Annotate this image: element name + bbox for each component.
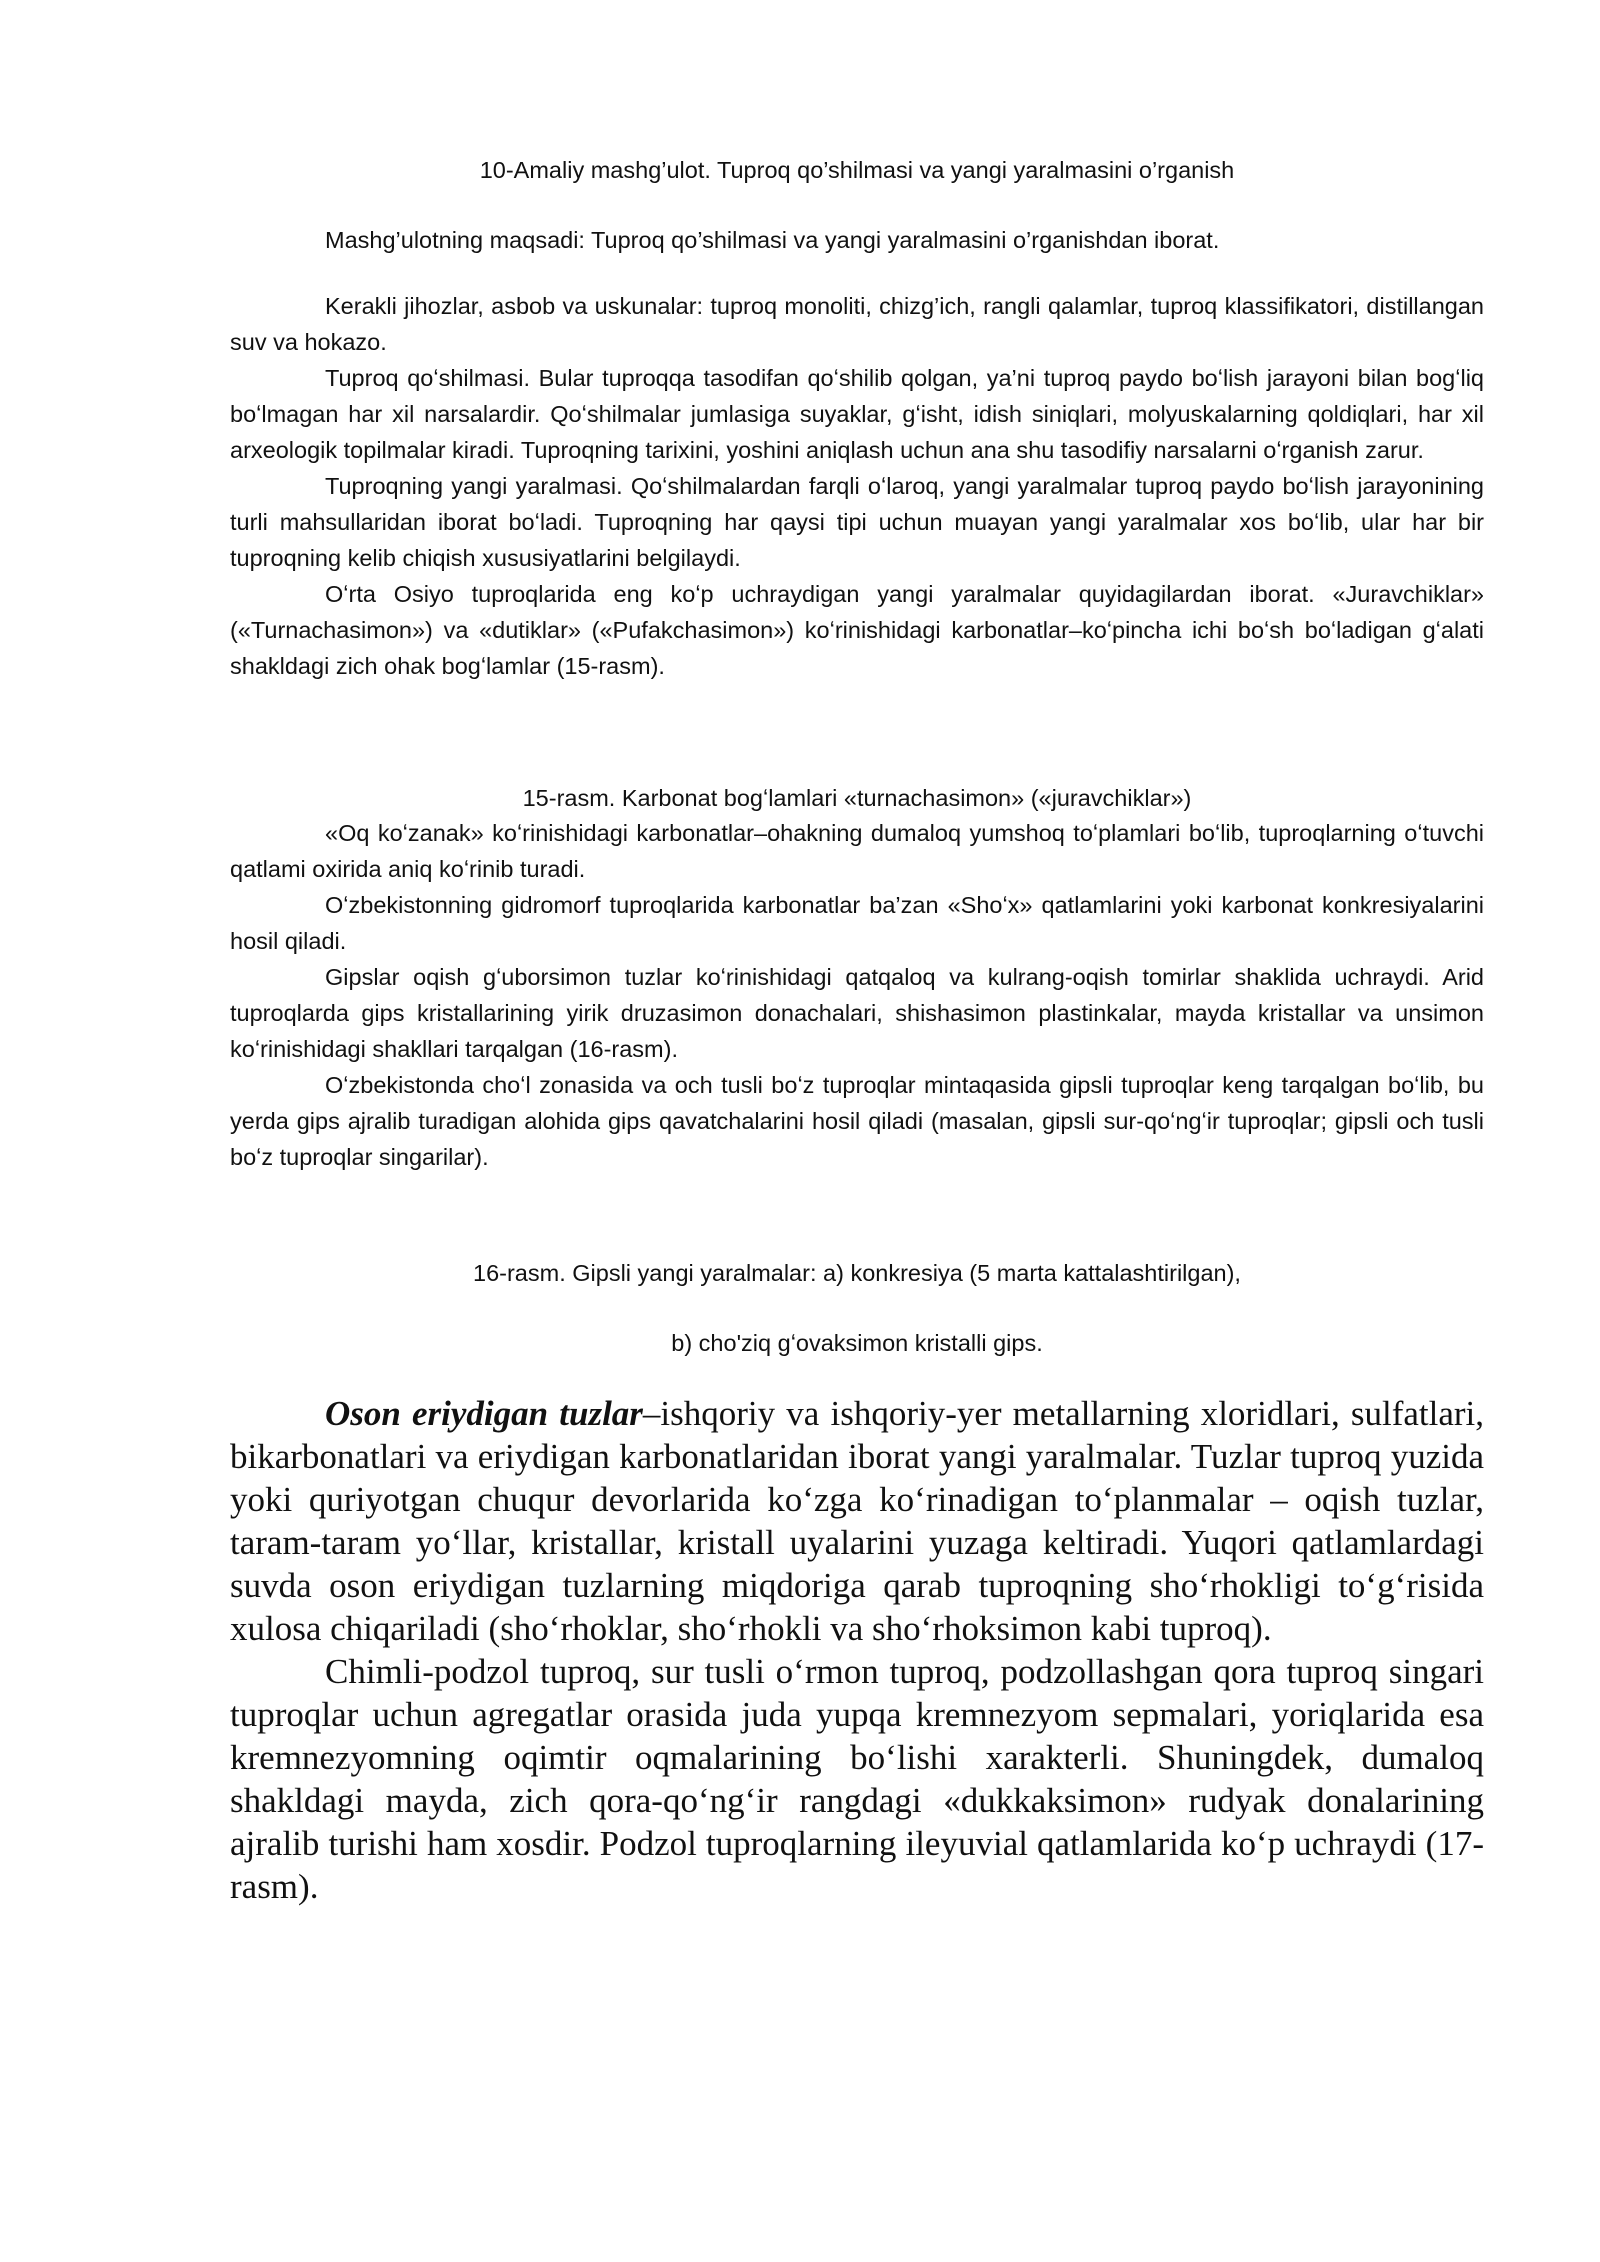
salts-section [230,1392,1484,1908]
equipment-paragraph: Kerakli jihozlar, asbob va uskunalar: tuproq monoliti, chizg’ich, rangli qalamlar, tuproq klassifikatori, distillangan suv va hokazo. [230,293,1484,355]
white-eye-paragraph: «Oq koʻzanak» koʻrinishidagi karbonatlar–ohakning dumaloq yumshoq toʻplamlari boʻlib, tuproqlarning oʻtuvchi qatlami oxirida aniq koʻrinib turadi. [230,820,1484,882]
figure-16-caption-b: b) cho'ziq gʻovaksimon kristalli gips. [671,1330,1043,1356]
lesson-goal: Mashg’ulotning maqsadi: Tuproq qo’shilmasi va yangi yaralmasini o’rganishdan iborat. [325,227,1220,253]
page-title: 10-Amaliy mashg’ulot. Tuproq qo’shilmasi va yangi yaralmasini o’rganish [479,157,1235,183]
figure-15-caption: 15-rasm. Karbonat bogʻlamlari «turnachasimon» («juravchiklar») [522,785,1192,811]
gypsum-paragraph: Gipslar oqish gʻuborsimon tuzlar koʻrinishidagi qatqaloq va kulrang-oqish tomirlar shaklida uchraydi. Arid tuproqlarda gips kristallarining yirik druzasimon donachalari, shishasimon plastinkalar, mayda kristallar va unsimon koʻrinishidagi shakllari tarqalgan (16-rasm). [230,964,1484,1062]
figure-16-caption-a: 16-rasm. Gipsli yangi yaralmalar: a) konkresiya (5 marta kattalashtirilgan), [473,1260,1241,1286]
inclusions-paragraph: Tuproq qoʻshilmasi. Bular tuproqqa tasodifan qoʻshilib qolgan, ya’ni tuproq paydo boʻlish jarayoni bilan bogʻliq boʻlmagan har xil narsalardir. Qoʻshilmalar jumlasiga suyaklar, gʻisht, idish siniqlari, molyuskalarning qoldiqlari, har xil arxeologik topilmalar kiradi. Tuproqning tarixini, yoshini aniqlash uchun ana shu tasodifiy narsalarni oʻrganish zarur. [230,365,1484,463]
desert-paragraph: Oʻzbekistonda choʻl zonasida va och tusli boʻz tuproqlar mintaqasida gipsli tuproqlar keng tarqalgan boʻlib, bu yerda gips ajralib turadigan alohida gips qavatchalarini hosil qiladi (masalan, gipsli sur-qoʻngʻir tuproqlar; gipsli och tusli boʻz tuproqlar singarilar). [230,1072,1484,1170]
hydromorphic-paragraph: Oʻzbekistonning gidromorf tuproqlarida karbonatlar ba’zan «Shoʻx» qatlamlarini yoki karbonat konkresiyalarini hosil qiladi. [230,892,1484,954]
neoformations-paragraph: Tuproqning yangi yaralmasi. Qoʻshilmalardan farqli oʻlaroq, yangi yaralmalar tuproq paydo boʻlish jarayonining turli mahsullaridan iborat boʻladi. Tuproqning har qaysi tipi uchun muayan yangi yaralmalar xos boʻlib, ular har bir tuproqning kelib chiqish xususiyatlarini belgilaydi. [230,473,1484,571]
salts-paragraph [230,1392,1484,1650]
salts-text: –ishqoriy va ishqoriy-yer metallarning xloridlari, sulfatlari, bikarbonatlari va eriydigan karbonatlaridan iborat yangi yaralmalar. Tuzlar tuproq yuzida yoki quriyotgan chuqur devorlarida koʻzga koʻrinadigan toʻplanmalar – oqish tuzlar, taram-taram yoʻllar, kristallar, kristall uyalarini yuzaga keltiradi. Yuqori qatlamlardagi suvda oson eriydigan tuzlarning miqdoriga qarab tuproqning shoʻrhokligi toʻgʻrisida xulosa chiqariladi (shoʻrhoklar, shoʻrhokli va shoʻrhoksimon kabi tuproq). [230,1394,1484,1648]
carbonates-section [230,815,1484,1175]
intro-section [230,288,1484,684]
central-asia-paragraph: Oʻrta Osiyo tuproqlarida eng koʻp uchraydigan yangi yaralmalar quyidagilardan iborat. «Juravchiklar» («Turnachasimon») va «dutiklar» («Pufakchasimon») koʻrinishidagi karbonatlar–koʻpincha ichi boʻsh boʻladigan gʻalati shakldagi zich ohak bogʻlamlar (15-rasm). [230,581,1484,679]
salts-term: Oson eriydigan tuzlar [325,1394,643,1433]
podzol-paragraph: Chimli-podzol tuproq, sur tusli oʻrmon tuproq, podzollashgan qora tuproq singari tuproqlar uchun agregatlar orasida juda yupqa kremnezyom sepmalari, yoriqlarida esa kremnezyomning oqimtir oqmalarining boʻlishi xarakterli. Shuningdek, dumaloq shakldagi mayda, zich qora-qoʻngʻir rangdagi «dukkaksimon» rudyak donalarining ajralib turishi ham xosdir. Podzol tuproqlarning ileyuvial qatlamlarida koʻp uchraydi (17-rasm). [230,1652,1484,1906]
